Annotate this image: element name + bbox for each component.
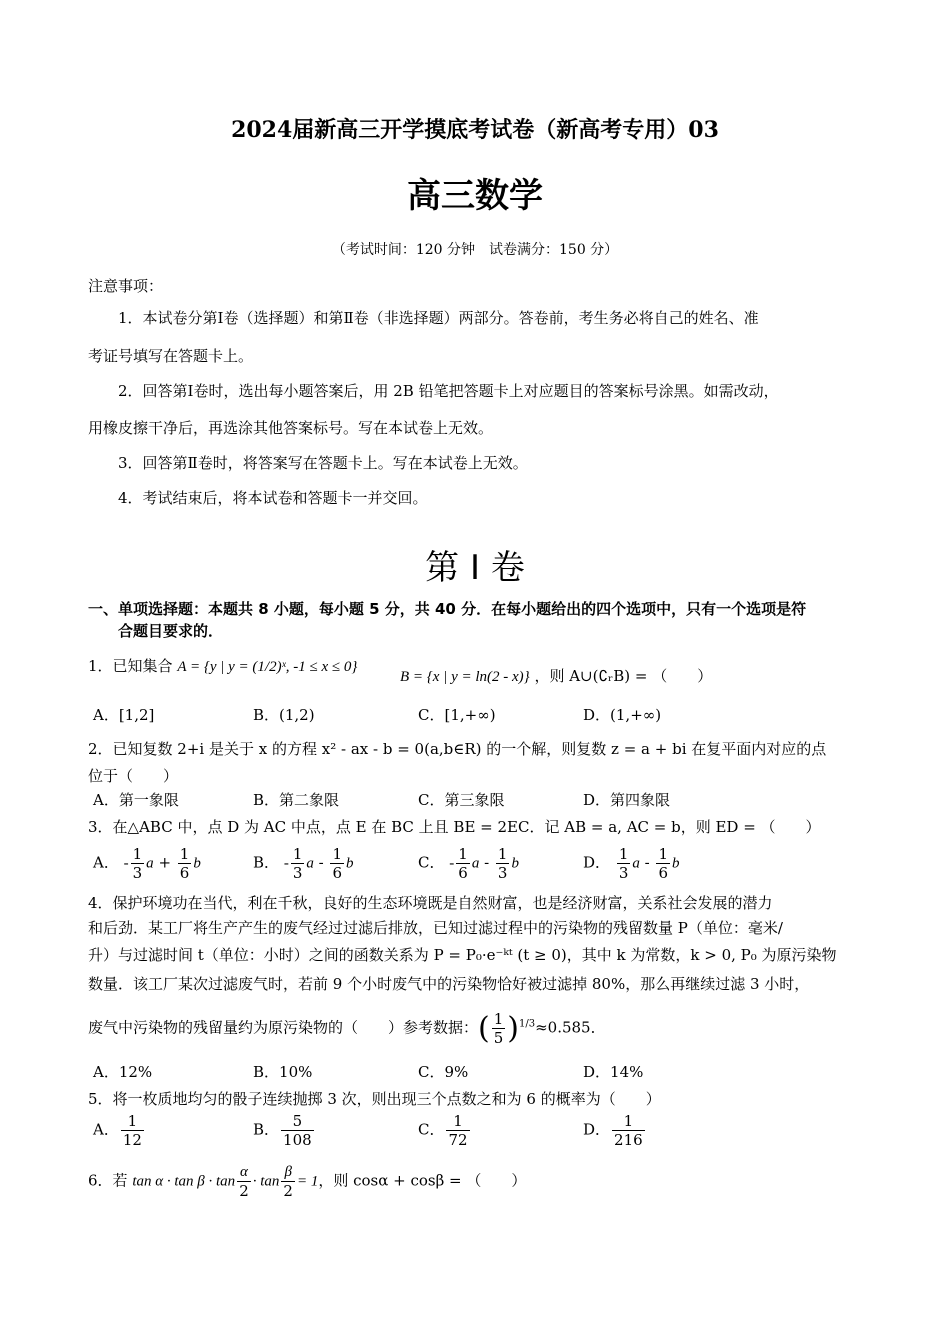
q5-option-c[interactable]: C． $\frac{1}{72}$: [418, 1112, 468, 1149]
q5-option-a[interactable]: A． $\frac{1}{12}$: [93, 1112, 142, 1149]
paper-title: 2024届新高三开学摸底考试卷（新高考专用）03: [231, 117, 719, 143]
q6-prefix: 6．若: [88, 1171, 128, 1190]
question-6: 6．若 tan α · tan β · tan $\frac{\alpha}{2}$ · tan $\frac{\beta}{2}$ = 1，则 cosα + cosβ = （ ）: [88, 1164, 527, 1200]
notice-item-3: 3．回答第Ⅱ卷时，将答案写在答题卡上。写在本试卷上无效。: [118, 454, 528, 472]
q2-option-d[interactable]: D．第四象限: [583, 791, 671, 809]
q3-option-b-label: B．: [253, 853, 280, 872]
q1-ask: ，则 A∪(∁ᵣB) = （ ）: [534, 667, 713, 685]
question-2-cont: 位于（ ）: [88, 767, 179, 785]
part-heading: [88, 598, 878, 642]
question-2: 2．已知复数 2+i 是关于 x 的方程 x² - ax - b = 0(a,b∈R) 的一个解，则复数 z = a + bi 在复平面内对应的点: [88, 740, 827, 758]
q3-option-a[interactable]: A． - $\frac{1}{3}$ a + $\frac{1}{6}$ b: [93, 845, 201, 882]
q5-option-c-label: C．: [418, 1120, 445, 1139]
q2-option-b[interactable]: B．第二象限: [253, 791, 340, 809]
subject-title: 高三数学: [407, 176, 543, 216]
q3-option-c[interactable]: C． - $\frac{1}{6}$ a - $\frac{1}{3}$ b: [418, 845, 519, 882]
q3-option-d-label: D．: [583, 853, 611, 872]
q6-ask: ，则 cosα + cosβ = （ ）: [318, 1171, 527, 1190]
q5-option-d[interactable]: D． $\frac{1}{216}$: [583, 1112, 643, 1149]
notice-heading: 注意事项：: [88, 277, 164, 295]
q1-set-a: A = {y | y = (1/2)ˣ, -1 ≤ x ≤ 0}: [177, 659, 358, 675]
notice-item-4: 4．考试结束后，将本试卷和答题卡一并交回。: [118, 489, 428, 507]
q3-option-c-label: C．: [418, 853, 445, 872]
q1-set-b: B = {x | y = ln(2 - x)}: [400, 669, 530, 685]
section-title: 第 I 卷: [425, 548, 525, 588]
notice-item-1-cont: 考证号填写在答题卡上。: [88, 347, 254, 365]
q1-option-d[interactable]: D．(1,+∞): [583, 706, 662, 724]
q2-option-a[interactable]: A．第一象限: [93, 791, 179, 809]
q3-option-d[interactable]: D． $\frac{1}{3}$ a - $\frac{1}{6}$ b: [583, 845, 680, 882]
q4-option-d[interactable]: D．14%: [583, 1063, 644, 1081]
question-5: 5．将一枚质地均匀的骰子连续抛掷 3 次，则出现三个点数之和为 6 的概率为（ ）: [88, 1090, 661, 1108]
q5-option-d-label: D．: [583, 1120, 611, 1139]
exam-info: （考试时间：120 分钟 试卷满分：150 分）: [331, 242, 619, 258]
q1-stem: 1．已知集合: [88, 657, 173, 675]
question-1: [88, 655, 357, 676]
q4-reference-prefix: 废气中污染物的残留量约为原污染物的（ ）参考数据：: [88, 1018, 479, 1037]
q3-option-b[interactable]: B． - $\frac{1}{3}$ a - $\frac{1}{6}$ b: [253, 845, 354, 882]
q4-option-c[interactable]: C．9%: [418, 1063, 469, 1081]
q3-option-a-label: A．: [93, 853, 119, 872]
question-3: 3．在△ABC 中，点 D 为 AC 中点，点 E 在 BC 上且 BE = 2EC．记 AB = a, AC = b，则 ED = （ ）: [88, 818, 821, 836]
q4-option-a[interactable]: A．12%: [93, 1063, 153, 1081]
notice-item-2: 2．回答第Ⅰ卷时，选出每小题答案后，用 2B 铅笔把答题卡上对应题目的答案标号涂黑。如需改动，: [118, 382, 779, 400]
q5-option-a-label: A．: [93, 1120, 119, 1139]
question-4-line5: 废气中污染物的残留量约为原污染物的（ ）参考数据：( $\frac{1}{5}$ )$^{1/3}$≈0.585．: [88, 1010, 606, 1047]
q5-option-b[interactable]: B． $\frac{5}{108}$: [253, 1112, 312, 1149]
q1-option-b[interactable]: B．(1,2): [253, 706, 315, 724]
q4-option-b[interactable]: B．10%: [253, 1063, 313, 1081]
question-4-line1: 4．保护环境功在当代，利在千秋，良好的生态环境既是自然财富，也是经济财富，关系社会发展的潜力: [88, 894, 773, 912]
question-4-line3: 升）与过滤时间 t（单位：小时）之间的函数关系为 P = P₀·e⁻ᵏᵗ (t ≥ 0)，其中 k 为常数，k > 0, P₀ 为原污染物: [88, 946, 837, 964]
question-4-line2: 和后劲．某工厂将生产产生的废气经过过滤后排放，已知过滤过程中的污染物的残留数量 P（单位：毫米/: [88, 919, 783, 937]
q1-option-c[interactable]: C．[1,+∞): [418, 706, 496, 724]
part-heading-line2: 合题目要求的．: [118, 622, 224, 640]
part-heading-line1: 一、单项选择题：本题共 8 小题，每小题 5 分，共 40 分．在每小题给出的四个选项中，只有一个选项是符: [88, 600, 807, 618]
q4-reference-value: ≈0.585．: [535, 1018, 606, 1037]
q1-set-b-wrap: [400, 665, 712, 686]
q2-option-c[interactable]: C．第三象限: [418, 791, 505, 809]
q5-option-b-label: B．: [253, 1120, 280, 1139]
question-4-line4: 数量．该工厂某次过滤废气时，若前 9 个小时废气中的污染物恰好被过滤掉 80%，那么再继续过滤 3 小时，: [88, 975, 810, 993]
notice-item-2-cont: 用橡皮擦干净后，再选涂其他答案标号。写在本试卷上无效。: [88, 419, 494, 437]
q1-option-a[interactable]: A．[1,2]: [93, 706, 155, 724]
notice-item-1: 1．本试卷分第Ⅰ卷（选择题）和第Ⅱ卷（非选择题）两部分。答卷前，考生务必将自己的姓名、准: [118, 309, 759, 327]
